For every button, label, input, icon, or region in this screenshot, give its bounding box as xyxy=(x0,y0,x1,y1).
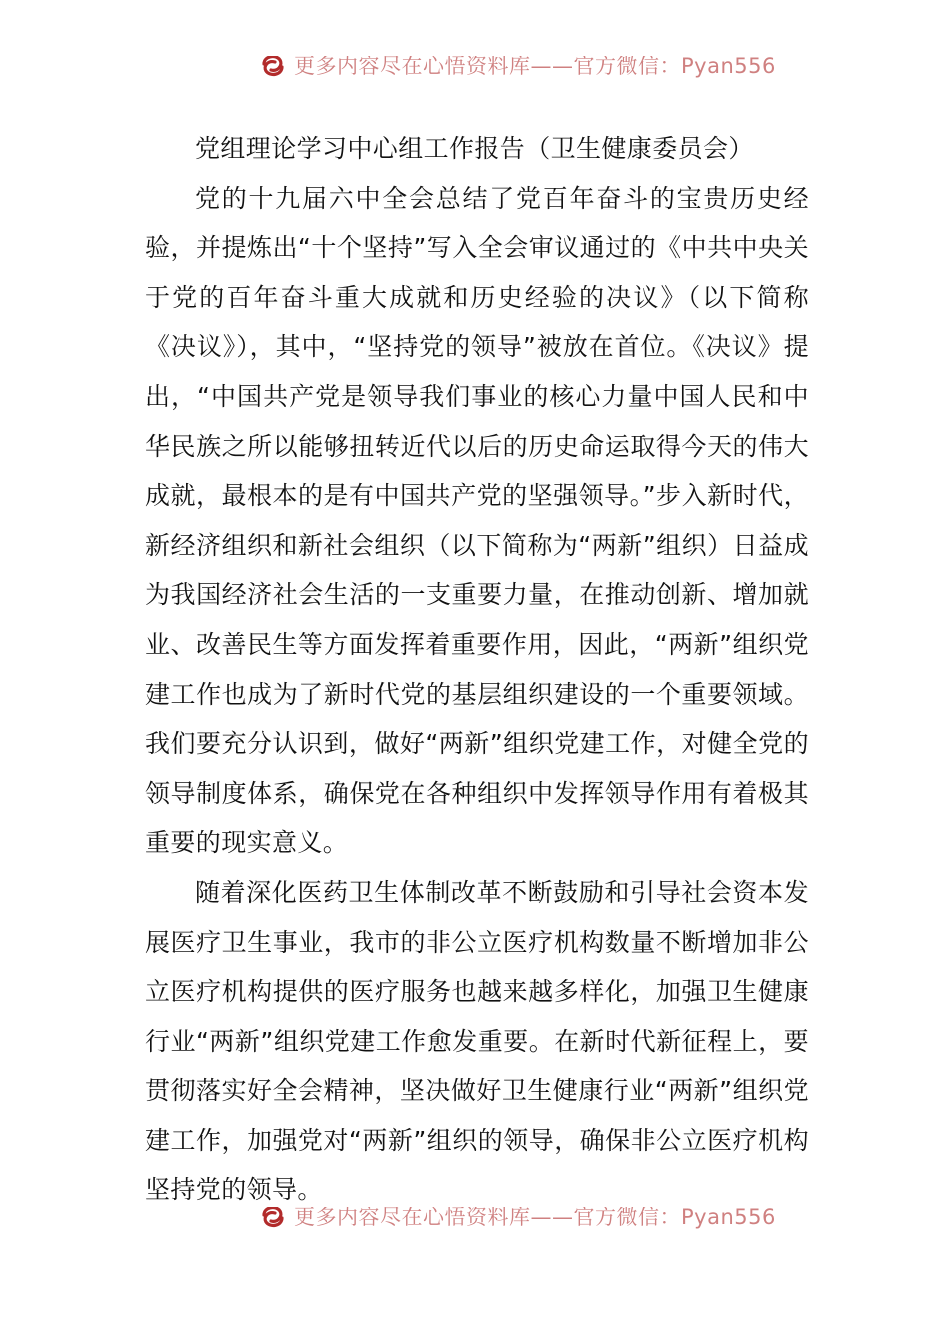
watermark-banner-top xyxy=(0,56,950,90)
logo-swirl-icon xyxy=(258,56,288,80)
paragraph: 随着深化医药卫生体制改革不断鼓励和引导社会资本发展医疗卫生事业，我市的非公立医疗机构数量不断增加非公立医疗机构提供的医疗服务也越来越多样化，加强卫生健康行业“两新”组织党建工作愈发重要。在新时代新征程上，要贯彻落实好全会精神，坚决做好卫生健康行业“两新”组织党建工作，加强党对“两新”组织的领导，确保非公立医疗机构坚持党的领导。 xyxy=(145,877,809,1205)
watermark-text: 更多内容尽在心悟资料库——官方微信：Pyan556 xyxy=(294,56,776,78)
document-title: 党组理论学习中心组工作报告（卫生健康委员会） xyxy=(195,134,754,163)
watermark-text: 更多内容尽在心悟资料库——官方微信：Pyan556 xyxy=(294,1207,776,1229)
document-body xyxy=(145,124,809,1215)
paragraph: 党的十九届六中全会总结了党百年奋斗的宝贵历史经验，并提炼出“十个坚持”写入全会审议通过的《中共中央关于党的百年奋斗重大成就和历史经验的决议》（以下简称《决议》），其中，“坚持党的领导”被放在首位。《决议》提出，“中国共产党是领导我们事业的核心力量中国人民和中华民族之所以能够扭转近代以后的历史命运取得今天的伟大成就，最根本的是有中国共产党的坚强领导。”步入新时代，新经济组织和新社会组织（以下简称为“两新”组织）日益成为我国经济社会生活的一支重要力量，在推动创新、增加就业、改善民生等方面发挥着重要作用，因此，“两新”组织党建工作也成为了新时代党的基层组织建设的一个重要领域。我们要充分认识到，做好“两新”组织党建工作，对健全党的领导制度体系，确保党在各种组织中发挥领导作用有着极其重要的现实意义。 xyxy=(145,183,809,858)
logo-swirl-icon xyxy=(258,1207,288,1231)
watermark-banner-bottom xyxy=(0,1207,950,1241)
